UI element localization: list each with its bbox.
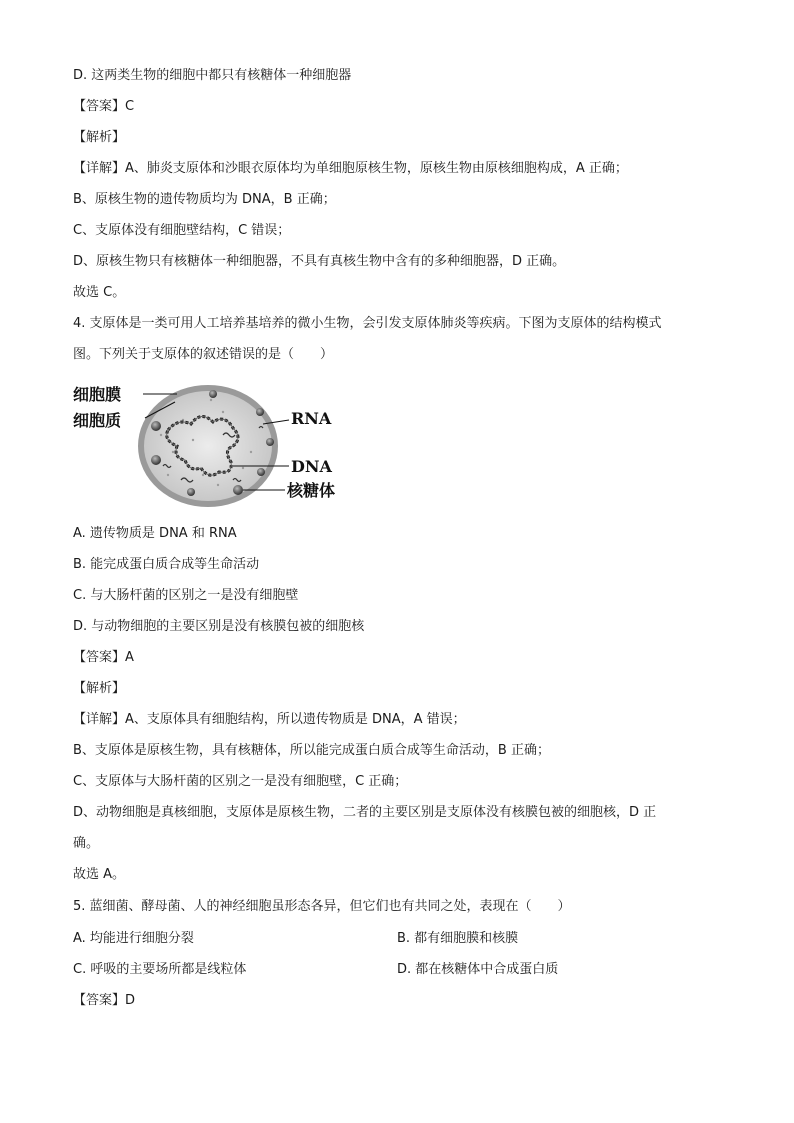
q4-option-b: B. 能完成蛋白质合成等生命活动	[73, 557, 260, 572]
analysis-label: 【解析】	[73, 130, 126, 145]
explanation-line: C、支原体没有细胞壁结构，C 错误；	[73, 223, 291, 238]
q5-option-c: C. 呼吸的主要场所都是线粒体	[73, 962, 247, 977]
explanation-line: D、动物细胞是真核细胞，支原体是原核生物，二者的主要区别是支原体没有核膜包被的细胞核，D 正	[73, 805, 657, 820]
label-rna: RNA	[291, 409, 332, 428]
conclusion-line: 故选 A。	[73, 867, 126, 882]
explanation-line: C、支原体与大肠杆菌的区别之一是没有细胞壁，C 正确；	[73, 774, 408, 789]
label-dna: DNA	[291, 457, 332, 476]
mycoplasma-diagram-svg	[73, 380, 363, 510]
answer-label: 【答案】C	[73, 99, 135, 114]
explanation-line: D、原核生物只有核糖体一种细胞器，不具有真核生物中含有的多种细胞器，D 正确。	[73, 254, 566, 269]
label-cytoplasm: 细胞质	[73, 411, 122, 430]
explanation-line: 【详解】A、支原体具有细胞结构，所以遗传物质是 DNA，A 错误；	[73, 712, 466, 727]
explanation-line: 【详解】A、肺炎支原体和沙眼衣原体均为单细胞原核生物，原核生物由原核细胞构成，A 正确；	[73, 161, 628, 176]
q4-option-d: D. 与动物细胞的主要区别是没有核膜包被的细胞核	[73, 619, 365, 634]
explanation-line: B、支原体是原核生物，具有核糖体，所以能完成蛋白质合成等生命活动，B 正确；	[73, 743, 550, 758]
question-4-stem: 4. 支原体是一类可用人工培养基培养的微小生物，会引发支原体肺炎等疾病。下图为支原体的结构模式	[73, 316, 662, 331]
label-cell-membrane: 细胞膜	[73, 385, 122, 404]
label-ribosome: 核糖体	[287, 481, 336, 500]
conclusion-line: 故选 C。	[73, 285, 126, 300]
q4-option-a: A. 遗传物质是 DNA 和 RNA	[73, 526, 237, 541]
explanation-line-continued: 确。	[73, 836, 100, 851]
q3-option-d: D. 这两类生物的细胞中都只有核糖体一种细胞器	[73, 68, 352, 83]
analysis-label: 【解析】	[73, 681, 126, 696]
answer-label: 【答案】D	[73, 993, 136, 1008]
q5-option-a: A. 均能进行细胞分裂	[73, 931, 194, 946]
question-4-stem-continued: 图。下列关于支原体的叙述错误的是（ ）	[73, 347, 334, 362]
question-5-stem: 5. 蓝细菌、酵母菌、人的神经细胞虽形态各异，但它们也有共同之处，表现在（ ）	[73, 899, 571, 914]
cytoplasm	[144, 391, 272, 501]
mycoplasma-diagram	[73, 380, 363, 510]
answer-label: 【答案】A	[73, 650, 134, 665]
explanation-line: B、原核生物的遗传物质均为 DNA，B 正确；	[73, 192, 336, 207]
q5-option-d: D. 都在核糖体中合成蛋白质	[397, 962, 559, 977]
q4-option-c: C. 与大肠杆菌的区别之一是没有细胞壁	[73, 588, 299, 603]
q5-option-b: B. 都有细胞膜和核膜	[397, 931, 519, 946]
